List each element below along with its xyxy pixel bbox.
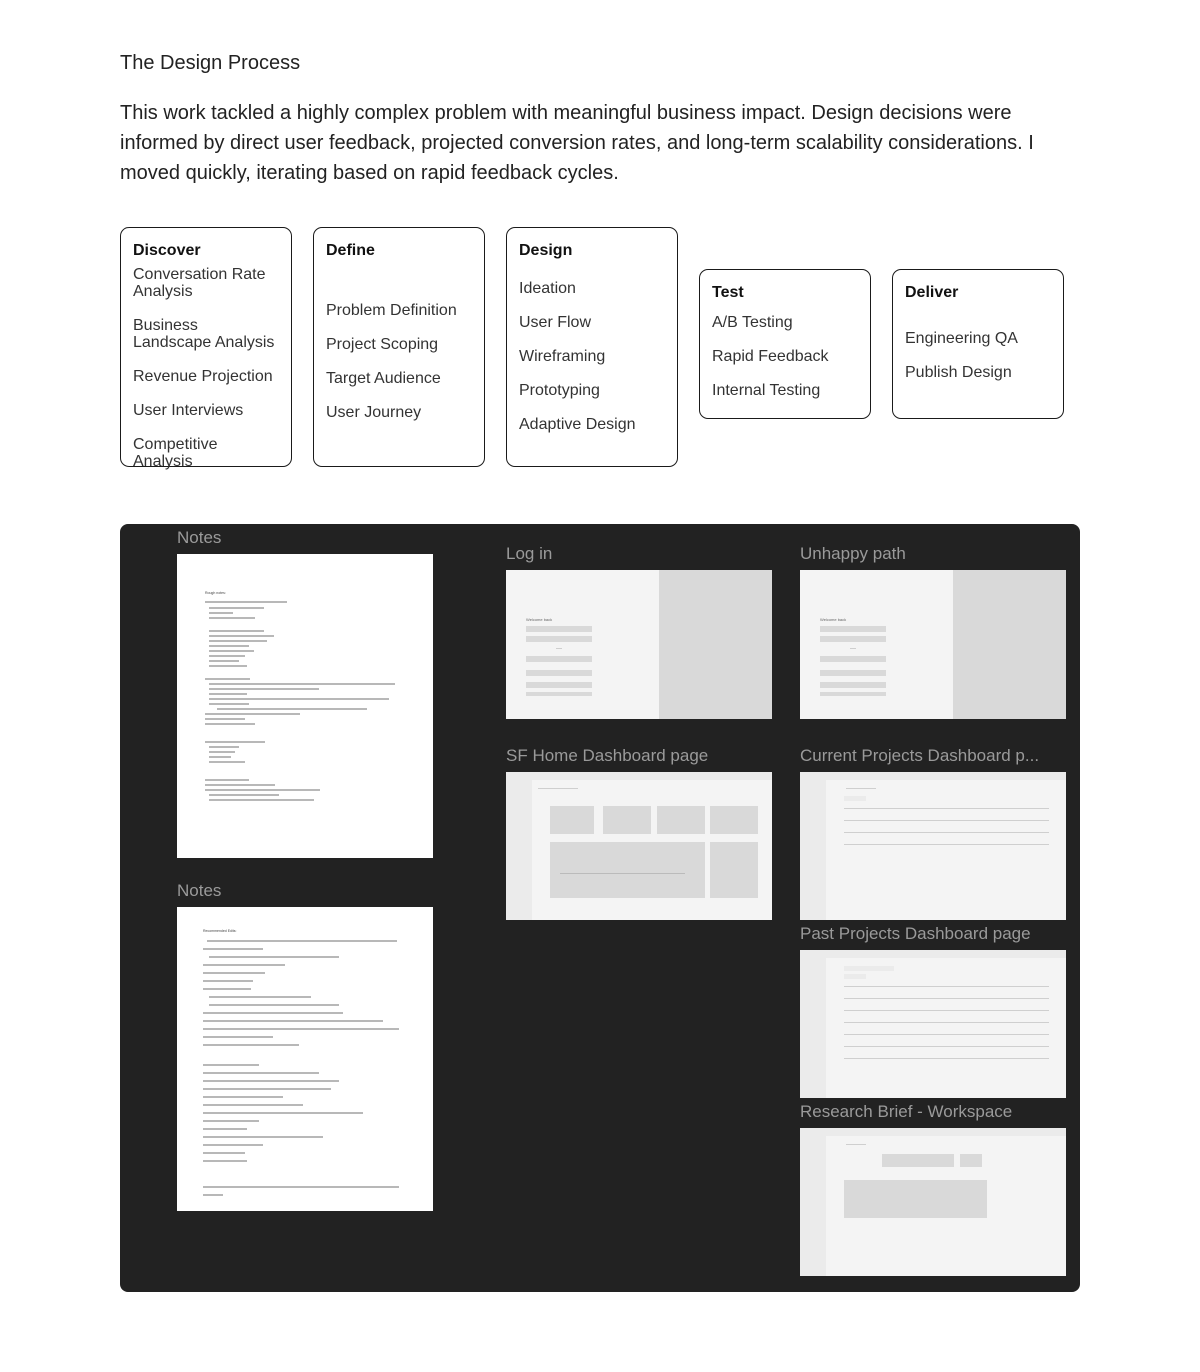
stage-item: Project Scoping	[326, 336, 439, 353]
stage-item: Ideation	[519, 280, 576, 297]
notes-title: Rough notes:	[205, 591, 226, 595]
frame-label-current-projects: Current Projects Dashboard p...	[800, 746, 1040, 765]
stage-item: Adaptive Design	[519, 416, 636, 433]
frame-label-login: Log in	[506, 544, 553, 563]
stage-item: Wireframing	[519, 348, 606, 365]
current-projects-wireframe	[800, 772, 1066, 920]
unhappy-path-wireframe	[800, 570, 1066, 719]
frame-label-notes: Notes	[177, 881, 222, 900]
stage-card-design	[506, 227, 678, 467]
frame-label-notes: Notes	[177, 528, 222, 547]
frame-label-sf-home: SF Home Dashboard page	[506, 746, 709, 765]
stage-item: Conversation Rate Analysis	[133, 266, 266, 300]
stage-title: Define	[326, 242, 375, 259]
stage-item: Engineering QA	[905, 330, 1018, 347]
stage-title: Test	[712, 284, 744, 301]
stage-item: Internal Testing	[712, 382, 821, 399]
stage-item: A/B Testing	[712, 314, 793, 331]
stage-item: Target Audience	[326, 370, 441, 387]
stage-item: User Journey	[326, 404, 422, 421]
stage-item: Prototyping	[519, 382, 600, 399]
frame-label-unhappy-path: Unhappy path	[800, 544, 906, 563]
stage-item: Publish Design	[905, 364, 1012, 381]
stage-card-deliver	[892, 269, 1064, 419]
notes-sheet	[177, 907, 433, 1211]
stage-card-define	[313, 227, 485, 467]
frame-label-past-projects: Past Projects Dashboard page	[800, 924, 1031, 943]
notes-title: Recommended Edits:	[203, 929, 237, 933]
stage-title: Deliver	[905, 284, 959, 301]
login-heading: Welcome back	[526, 617, 553, 622]
past-projects-wireframe	[800, 950, 1066, 1098]
login-wireframe	[506, 570, 772, 719]
stage-item: Business Landscape Analysis	[133, 317, 275, 351]
sf-home-wireframe	[506, 772, 772, 920]
frame-label-research-brief: Research Brief - Workspace	[800, 1102, 1013, 1121]
design-board	[120, 524, 1080, 1292]
stage-item: User Flow	[519, 314, 592, 331]
stage-item: Rapid Feedback	[712, 348, 829, 365]
section-title: The Design Process	[120, 52, 301, 74]
stage-card-discover	[120, 227, 292, 470]
stage-item: Problem Definition	[326, 302, 457, 319]
unhappy-heading: Welcome back	[820, 617, 847, 622]
stage-title: Design	[519, 242, 573, 259]
stage-item: Competitive Analysis	[133, 436, 218, 470]
stage-item: User Interviews	[133, 402, 244, 419]
notes-sheet	[177, 554, 433, 858]
stage-title: Discover	[133, 242, 201, 259]
stage-card-test	[699, 269, 871, 419]
intro-paragraph: This work tackled a highly complex problem with meaningful business impact. Design decisions were informed by direct user feedback, projected conversion rates, and long-term scalability considerations. I moved quickly, iterating based on rapid feedback cycles.	[120, 102, 1034, 184]
research-brief-wireframe	[800, 1128, 1066, 1276]
stage-item: Revenue Projection	[133, 368, 273, 385]
